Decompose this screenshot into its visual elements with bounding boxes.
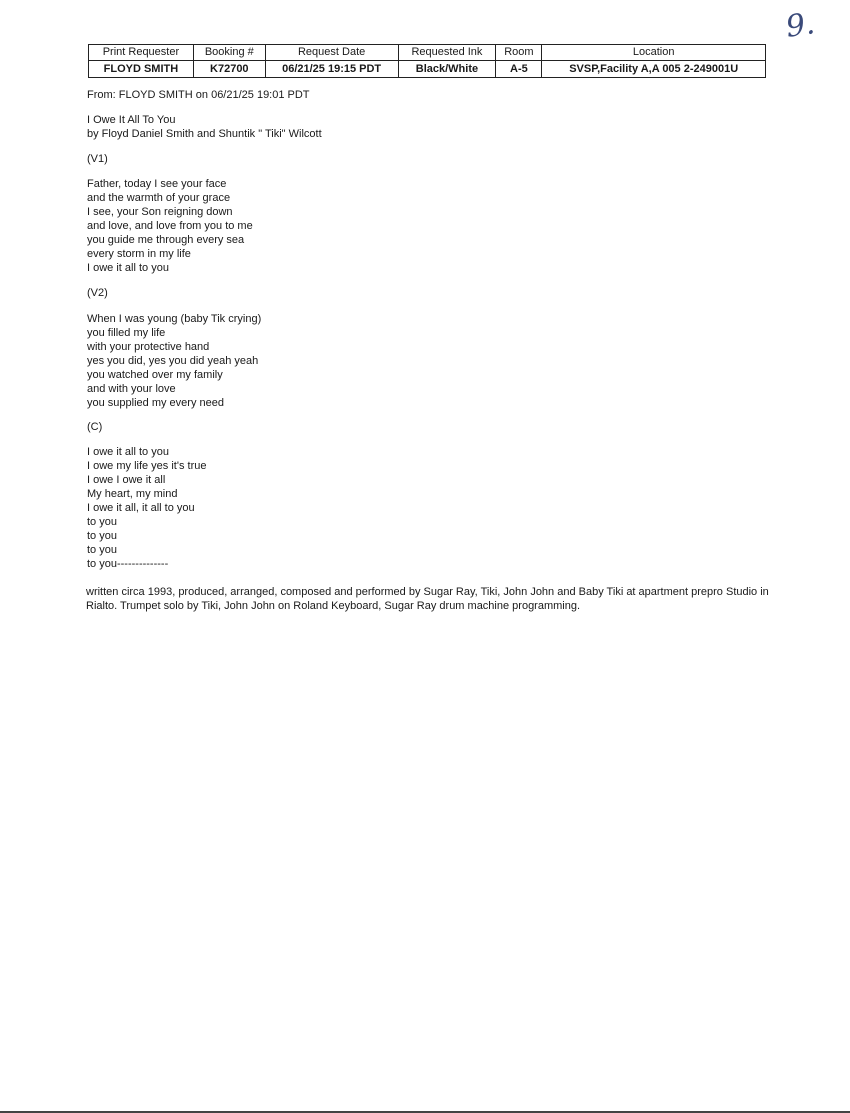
lyric-line: I see, your Son reigning down — [87, 206, 233, 218]
lyric-line: and the warmth of your grace — [87, 192, 231, 204]
song-byline: by Floyd Daniel Smith and Shuntik " Tiki" Wilcott — [87, 128, 322, 140]
song-title: I Owe It All To You — [87, 114, 176, 126]
verse1-label: (V1) — [87, 153, 108, 165]
production-note-line2: Rialto. Trumpet solo by Tiki, John John on Roland Keyboard, Sugar Ray drum machine programming. — [86, 600, 581, 612]
header-location: Location — [542, 45, 766, 61]
header-room: Room — [496, 45, 542, 61]
lyric-line: every storm in my life — [87, 248, 191, 260]
lyric-line: I owe it all, it all to you — [87, 502, 195, 514]
chorus-label: (C) — [87, 421, 103, 433]
song-header — [87, 113, 322, 141]
print-request-table — [88, 44, 766, 78]
production-note — [86, 585, 776, 613]
value-requested-ink: Black/White — [398, 61, 496, 78]
verse1 — [87, 177, 253, 275]
chorus — [87, 445, 206, 571]
handwritten-page-number: 9. — [783, 6, 817, 45]
lyric-line: to you — [87, 516, 117, 528]
header-booking-number: Booking # — [193, 45, 265, 61]
lyric-line: you filled my life — [87, 327, 166, 339]
lyric-line: When I was young (baby Tik crying) — [87, 313, 262, 325]
lyric-line: you guide me through every sea — [87, 234, 245, 246]
verse2-label: (V2) — [87, 287, 108, 299]
lyric-line: Father, today I see your face — [87, 178, 227, 190]
lyric-line: yes you did, yes you did yeah yeah — [87, 355, 259, 367]
lyric-line: to you — [87, 544, 117, 556]
lyric-line: you supplied my every need — [87, 397, 224, 409]
lyric-line: I owe my life yes it's true — [87, 460, 207, 472]
value-request-date: 06/21/25 19:15 PDT — [265, 61, 398, 78]
value-location: SVSP,Facility A,A 005 2-249001U — [542, 61, 766, 78]
header-requested-ink: Requested Ink — [398, 45, 496, 61]
header-request-date: Request Date — [265, 45, 398, 61]
lyric-line: with your protective hand — [87, 341, 210, 353]
from-line: From: FLOYD SMITH on 06/21/25 19:01 PDT — [87, 89, 310, 101]
lyric-line: I owe I owe it all — [87, 474, 166, 486]
lyric-line: to you — [87, 530, 117, 542]
lyric-line: to you-------------- — [87, 558, 169, 570]
value-print-requester: FLOYD SMITH — [89, 61, 194, 78]
verse2 — [87, 312, 261, 410]
lyric-line: and with your love — [87, 383, 176, 395]
table-header-row — [89, 45, 766, 61]
lyric-line: I owe it all to you — [87, 262, 169, 274]
header-print-requester: Print Requester — [89, 45, 194, 61]
lyric-line: My heart, my mind — [87, 488, 178, 500]
value-room: A-5 — [496, 61, 542, 78]
value-booking-number: K72700 — [193, 61, 265, 78]
lyric-line: you watched over my family — [87, 369, 223, 381]
lyric-line: I owe it all to you — [87, 446, 169, 458]
lyric-line: and love, and love from you to me — [87, 220, 253, 232]
production-note-line1: written circa 1993, produced, arranged, composed and performed by Sugar Ray, Tiki, John John and Baby Tiki at apartment prepro Studio in — [86, 586, 769, 598]
table-value-row — [89, 61, 766, 78]
